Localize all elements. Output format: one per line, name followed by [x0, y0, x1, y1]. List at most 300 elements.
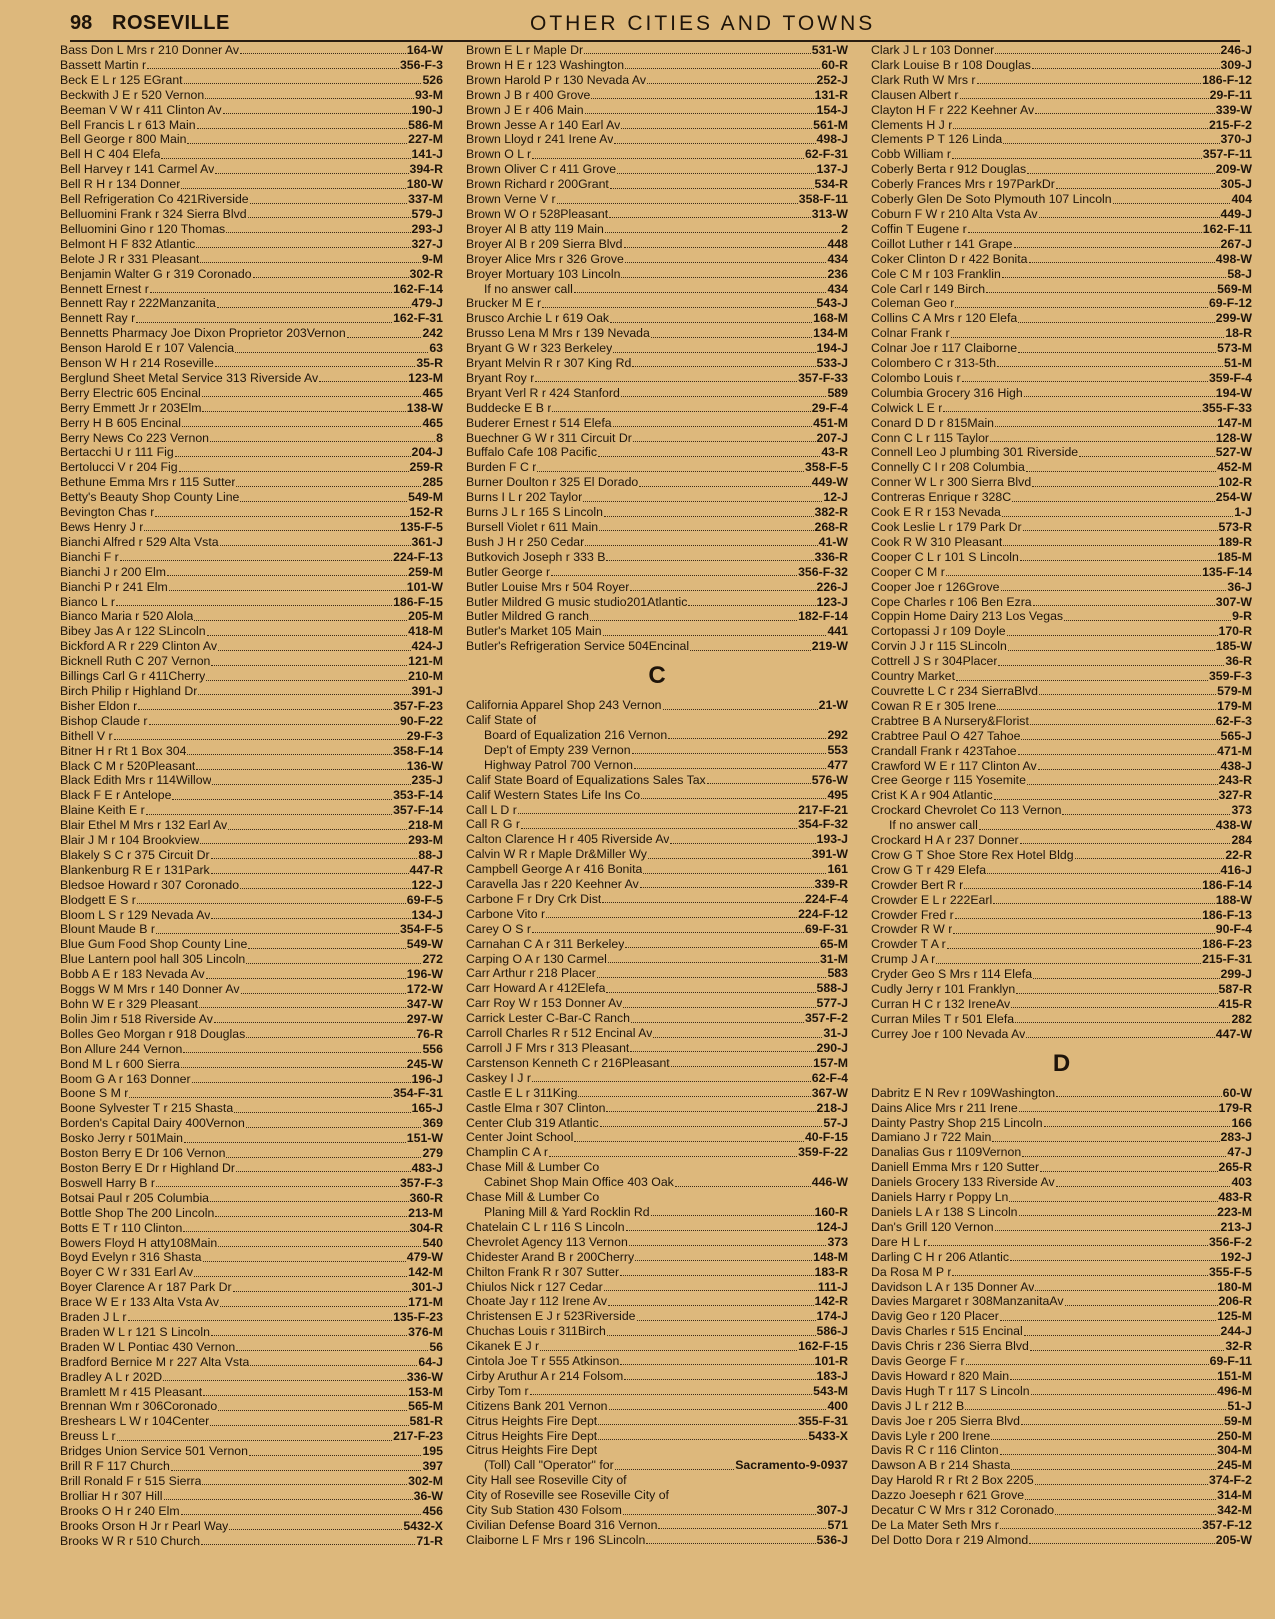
dot-leader [1011, 1006, 1217, 1008]
phone-number: 196-W [406, 967, 443, 982]
listing-row [60, 1221, 443, 1236]
listing-row [466, 892, 848, 907]
listing-name: Brown Jesse A r 140 Earl Av [466, 117, 621, 132]
dot-leader [220, 544, 411, 546]
dot-leader [347, 336, 422, 338]
listing-name: Butler Louise Mrs r 504 Royer [466, 579, 630, 594]
listing-name: Conard D D r 815Main [871, 415, 995, 430]
listing-name: Cooper Joe r 126Grove [871, 579, 1000, 594]
listing-row [466, 1071, 848, 1086]
listing-name: Bisher Eldon r [60, 698, 138, 713]
listing-row [60, 922, 443, 937]
listing-row [871, 1220, 1252, 1235]
phone-number: 128-W [1215, 430, 1252, 445]
dot-leader [532, 1080, 811, 1082]
dot-leader [181, 187, 405, 189]
phone-number: 565-M [408, 1399, 443, 1414]
phone-number: 360-R [409, 1190, 443, 1205]
dot-leader [1018, 753, 1217, 755]
listing-name: Bloom L S r 129 Nevada Av [60, 907, 211, 922]
listing-name: Couvrette L C r 234 SierraBlvd [871, 683, 1038, 698]
listing-row [871, 371, 1252, 386]
listing-name: Crow G T r 429 Elefa [871, 862, 987, 877]
listing-name: Bell R H r 134 Donner [60, 177, 181, 192]
listing-name: Bertolucci V r 204 Fig [60, 460, 178, 475]
phone-number: 236 [827, 266, 848, 281]
phone-number: 32-R [1225, 1339, 1252, 1354]
dot-leader [241, 992, 406, 994]
phone-number: 5433-X [808, 1428, 848, 1443]
listing-name: Chatelain C L r 116 S Lincoln [466, 1219, 625, 1234]
listing-row [60, 1191, 443, 1206]
listing-row [466, 490, 848, 505]
listing-name: Broyer Mortuary 103 Lincoln [466, 266, 621, 281]
listing-row [466, 311, 848, 326]
listing-name: Crow G T Shoe Store Rex Hotel Bldg [871, 847, 1074, 862]
listing-row [60, 1504, 443, 1519]
listing-row [60, 1459, 443, 1474]
phone-number: 305-J [1220, 177, 1252, 192]
listing-row [466, 401, 848, 416]
listing-row [466, 535, 848, 550]
dot-leader [658, 1527, 826, 1529]
phone-number: 43-R [821, 445, 848, 460]
phone-number: 172-W [406, 982, 443, 997]
listing-row [60, 520, 443, 535]
listing-name: Dainty Pastry Shop 215 Lincoln [871, 1115, 1043, 1130]
listing-row [60, 118, 443, 133]
listing-name: Decatur C W Mrs r 312 Coronado [871, 1503, 1055, 1518]
listing-name: Brown E L r Maple Dr [466, 43, 584, 57]
listing-row [871, 878, 1252, 893]
page-header [70, 10, 1240, 42]
listing-row [60, 937, 443, 952]
listing-name: Cope Charles r 106 Ben Ezra [871, 594, 1032, 609]
dot-leader [192, 1081, 411, 1083]
dot-leader [1033, 977, 1219, 979]
listing-name: Bassett Martin r [60, 57, 147, 72]
dot-leader [621, 127, 812, 129]
dot-leader [1000, 1527, 1201, 1529]
dot-leader [953, 127, 1208, 129]
phone-number: 218-M [408, 818, 443, 833]
phone-number: 245-M [1217, 1458, 1252, 1473]
dot-leader [129, 1096, 392, 1098]
dot-leader [117, 1439, 393, 1441]
phone-number: 309-J [1220, 57, 1252, 72]
dot-leader [997, 365, 1223, 367]
listing-name: Cirby Aruthur A r 214 Folsom [466, 1368, 624, 1383]
dot-leader [211, 664, 407, 666]
dot-leader [633, 440, 816, 442]
phone-number: 479-J [411, 296, 443, 311]
phone-number: 356-F-32 [798, 564, 848, 579]
phone-number: 272 [422, 952, 443, 967]
listing-name: Connell Leo J plumbing 301 Riverside [871, 445, 1079, 460]
phone-number: 441 [827, 624, 848, 639]
letter-heading: D [1052, 1049, 1071, 1077]
phone-number: 205-M [408, 609, 443, 624]
listing-row [60, 177, 443, 192]
listing-name: Buderer Ernest r 514 Elefa [466, 415, 612, 430]
dot-leader [632, 752, 827, 754]
listing-row [871, 311, 1252, 326]
phone-number: 404 [1231, 192, 1252, 207]
dot-leader [631, 1021, 804, 1023]
listing-name: Birch Philip r Highland Dr [60, 683, 198, 698]
listing-name: Bews Henry J r [60, 520, 144, 534]
dot-leader [993, 902, 1215, 904]
listing-name: Berry Electric 605 Encinal [60, 385, 201, 400]
listing-row [60, 147, 443, 162]
listing-name: Bolles Geo Morgan r 918 Douglas [60, 1026, 246, 1041]
listing-row [871, 654, 1252, 669]
listing-name: Bryant Melvin R r 307 King Rd [466, 356, 632, 371]
listing-row [466, 595, 848, 610]
dot-leader [246, 1036, 415, 1038]
listing-name: Civilian Defense Board 316 Vernon [466, 1518, 658, 1532]
listing-name: Bramlett M r 415 Pleasant [60, 1384, 203, 1399]
phone-number: 243-R [1218, 773, 1252, 788]
dot-leader [218, 1409, 407, 1411]
listing-name: Blue Lantern pool hall 305 Lincoln [60, 952, 246, 967]
listing-row [871, 1160, 1252, 1175]
phone-number: 369 [422, 1116, 443, 1131]
listing-name: Botsai Paul r 205 Columbia [60, 1190, 210, 1205]
listing-name: Benjamin Walter G r 319 Coronado [60, 266, 252, 281]
listing-row [466, 788, 848, 803]
listing-name: Chevrolet Agency 113 Vernon [466, 1234, 628, 1249]
phone-number: 304-R [409, 1220, 443, 1235]
dot-leader [617, 172, 815, 174]
phone-number: 29-F-4 [811, 400, 848, 415]
dot-leader [214, 1021, 406, 1023]
phone-number: 210-M [408, 669, 443, 684]
phone-number: 170-R [1218, 624, 1252, 639]
listing-row [871, 729, 1252, 744]
phone-number: 185-W [1215, 639, 1252, 654]
listing-name: Coberly Berta r 912 Douglas [871, 162, 1027, 177]
listing-name: Bush J H r 250 Cedar [466, 534, 585, 549]
phone-number: 588-J [816, 981, 848, 996]
phone-number: 111-J [817, 1279, 848, 1294]
listing-name: Bell Francis L r 613 Main [60, 117, 196, 132]
dot-leader [991, 1438, 1216, 1440]
dot-leader [182, 425, 421, 427]
dot-leader [236, 485, 421, 487]
dot-leader [1011, 1468, 1216, 1470]
listing-row [60, 356, 443, 371]
phone-number: 125-M [1217, 1309, 1252, 1324]
dot-leader [1113, 202, 1231, 204]
dot-leader [620, 1274, 813, 1276]
listing-name: Butler George r [466, 564, 551, 579]
phone-number: 531-W [811, 43, 848, 57]
listing-row [871, 833, 1252, 848]
dot-leader [203, 1260, 406, 1262]
phone-number: 5432-X [403, 1518, 443, 1533]
listing-row [60, 878, 443, 893]
listing-name: Crowder Fred r [871, 907, 954, 922]
dot-leader [546, 916, 797, 918]
dot-leader [648, 857, 811, 859]
listing-row [60, 803, 443, 818]
phone-number: 498-J [816, 132, 848, 147]
listing-row [60, 773, 443, 788]
phone-number: 354-F-32 [798, 817, 848, 832]
directory-column-2 [466, 43, 848, 1548]
listing-row [871, 997, 1252, 1012]
phone-number: 301-J [411, 1280, 443, 1295]
dot-leader [169, 589, 406, 591]
listing-row [466, 728, 848, 743]
phone-number: 40-F-15 [804, 1130, 848, 1145]
listing-row [871, 505, 1252, 520]
dot-leader [603, 634, 827, 636]
listing-name: Cabinet Shop Main Office 403 Oak [484, 1175, 674, 1190]
phone-number: 290-J [816, 1041, 848, 1055]
phone-number: 206-R [1218, 1294, 1252, 1309]
phone-number: 394-R [409, 162, 443, 177]
listing-name: Braden J L r [60, 1310, 127, 1325]
listing-row [871, 296, 1252, 311]
dot-leader [1001, 589, 1227, 591]
phone-number: 90-F-4 [1215, 922, 1252, 937]
listing-row [60, 1027, 443, 1042]
listing-row [60, 1236, 443, 1251]
listing-name: Da Rosa M P r [871, 1264, 952, 1279]
dot-leader [968, 231, 1202, 233]
listing-row [871, 1458, 1252, 1473]
dot-leader [630, 1050, 815, 1052]
phone-number: 456 [422, 1503, 443, 1518]
listing-row [60, 1265, 443, 1280]
listing-row [871, 356, 1252, 371]
phone-number: 148-M [813, 1249, 848, 1264]
phone-number: 400 [827, 1398, 848, 1413]
dot-leader [253, 276, 409, 278]
phone-number: 166 [1231, 1115, 1252, 1130]
listing-name: Bridges Union Service 501 Vernon [60, 1444, 248, 1459]
listing-name: Black C M r 520Pleasant [60, 758, 196, 773]
phone-number: 265-R [1218, 1160, 1252, 1175]
listing-row [871, 416, 1252, 431]
listing-row [60, 535, 443, 550]
dot-leader [640, 886, 814, 888]
listing-name: Daniell Emma Mrs r 120 Sutter [871, 1160, 1040, 1175]
listing-name: City Hall see Roseville City of [466, 1473, 627, 1488]
listing-name: Boston Berry E Dr 106 Vernon [60, 1146, 226, 1161]
listing-name: Betty's Beauty Shop County Line [60, 490, 240, 505]
phone-number: 160-R [814, 1204, 848, 1219]
dot-leader [606, 1110, 815, 1112]
listing-row [60, 1295, 443, 1310]
listing-row [466, 118, 848, 133]
phone-number: 162-F-15 [798, 1339, 848, 1354]
listing-name: Caskey I J r [466, 1070, 531, 1085]
listing-row [466, 222, 848, 237]
listing-row [466, 1041, 848, 1056]
listing-name: Dawson A B r 214 Shasta [871, 1458, 1011, 1473]
listing-name: Crandall Frank r 423Tahoe [871, 743, 1017, 758]
phone-number: 356-F-2 [1208, 1234, 1252, 1249]
phone-number: 357-F-33 [798, 370, 848, 385]
listing-name: Bennetts Pharmacy Joe Dixon Proprietor 203Vernon [60, 326, 346, 341]
dot-leader [236, 1349, 428, 1351]
dot-leader [128, 1319, 393, 1321]
dot-leader [1009, 1200, 1217, 1202]
dot-leader [585, 544, 817, 546]
listing-name: Bryant Roy r [466, 370, 535, 385]
listing-row [871, 908, 1252, 923]
dot-leader [979, 828, 1215, 830]
listing-name: Carbone Vito r [466, 906, 546, 921]
dot-leader [953, 932, 1214, 934]
dot-leader [928, 1244, 1208, 1246]
listing-row [871, 1488, 1252, 1503]
dot-leader [1056, 1185, 1231, 1187]
listing-row [871, 1130, 1252, 1145]
listing-row [466, 386, 848, 401]
dot-leader [248, 216, 411, 218]
listing-name: Daniels Harry r Poppy Ln [871, 1190, 1009, 1205]
phone-number: 209-W [1215, 162, 1252, 177]
listing-row [871, 147, 1252, 162]
listing-row [871, 431, 1252, 446]
dot-leader [1019, 1214, 1217, 1216]
listing-name: Belluomini Frank r 324 Sierra Blvd [60, 206, 247, 221]
listing-name: Bradley A L r 202D [60, 1369, 163, 1384]
phone-number: 576-W [811, 772, 848, 787]
phone-number: 581-R [409, 1414, 443, 1429]
listing-name: Connelly C I r 208 Columbia [871, 460, 1025, 475]
dot-leader [1022, 1155, 1226, 1157]
listing-name: Brooks W R r 510 Church [60, 1533, 201, 1548]
dot-leader [639, 485, 811, 487]
dot-leader [181, 1066, 406, 1068]
phone-number: 583 [827, 966, 848, 981]
dot-leader [220, 1305, 407, 1307]
listing-name: Crawford W E r 117 Clinton Av [871, 758, 1037, 773]
phone-number: 496-M [1217, 1383, 1252, 1398]
listing-row [466, 713, 848, 728]
listing-row [60, 893, 443, 908]
listing-row [466, 1205, 848, 1220]
listing-row [871, 982, 1252, 997]
listing-row [871, 863, 1252, 878]
listing-name: Castle Elma r 307 Clinton [466, 1100, 606, 1115]
dot-leader [211, 857, 418, 859]
listing-name: Cottrell J S r 304Placer [871, 654, 998, 669]
dot-leader [1031, 1393, 1217, 1395]
listing-row [871, 1250, 1252, 1265]
dot-leader [156, 1185, 399, 1187]
phone-number: 182-F-14 [798, 609, 848, 624]
listing-name: Claiborne L F Mrs r 196 SLincoln [466, 1532, 646, 1547]
listing-row [60, 1057, 443, 1072]
listing-row [871, 1280, 1252, 1295]
listing-row [871, 1205, 1252, 1220]
listing-name: Cudly Jerry r 101 Franklyn [871, 982, 1016, 997]
listing-name: Coffin T Eugene r [871, 221, 967, 236]
listing-name: Belote J R r 331 Pleasant [60, 251, 200, 266]
phone-number: 62-F-3 [1215, 713, 1252, 728]
listing-name: Brennan Wm r 306Coronado [60, 1399, 218, 1414]
listing-row [60, 550, 443, 565]
phone-number: 213-M [408, 1205, 443, 1220]
listing-row [466, 475, 848, 490]
phone-number: 339-W [1215, 102, 1252, 117]
phone-number: 12-J [823, 490, 848, 505]
listing-row [466, 877, 848, 892]
listing-name: Bithell V r [60, 728, 113, 743]
phone-number: 347-W [406, 997, 443, 1011]
letter-heading: C [648, 662, 666, 690]
listing-row [60, 1519, 443, 1534]
listing-name: Bennett Ray r [60, 311, 136, 326]
listing-name: Daniels L A r 138 S Lincoln [871, 1204, 1018, 1219]
listing-name: Bertacchi U r 111 Fig [60, 445, 174, 460]
listing-name: Crabtree B A Nursery&Florist [871, 713, 1029, 728]
dot-leader [194, 1275, 407, 1277]
listing-name: Clayton H F r 222 Keehner Av [871, 102, 1035, 117]
dot-leader [605, 231, 840, 233]
listing-name: Bryant G W r 323 Berkeley [466, 341, 613, 356]
listing-row [60, 1325, 443, 1340]
listing-row [466, 177, 848, 192]
dot-leader [624, 1378, 815, 1380]
listing-name: Citrus Heights Fire Dept [466, 1443, 598, 1458]
phone-number: 164-W [406, 43, 443, 57]
dot-leader [175, 455, 411, 457]
listing-row [466, 937, 848, 952]
listing-row [60, 416, 443, 431]
listing-row [60, 282, 443, 297]
listing-row [466, 282, 848, 297]
phone-number: 217-F-21 [798, 802, 848, 817]
listing-row [871, 952, 1252, 967]
listing-row [60, 237, 443, 252]
dot-leader [521, 827, 797, 829]
phone-number: 153-M [408, 1384, 443, 1399]
listing-name: Dains Alice Mrs r 211 Irene [871, 1100, 1018, 1115]
phone-number: 58-J [1227, 266, 1252, 281]
listing-row [871, 922, 1252, 937]
listing-row [466, 1175, 848, 1190]
phone-number: 293-J [411, 221, 443, 236]
phone-number: 283-J [1220, 1130, 1252, 1145]
listing-row [60, 1534, 443, 1549]
phone-number: 190-J [411, 102, 443, 117]
dot-leader [1024, 395, 1215, 397]
listing-row [60, 445, 443, 460]
listing-name: Benson W H r 214 Roseville [60, 356, 214, 371]
dot-leader [614, 142, 815, 144]
phone-number: 36-W [413, 1488, 443, 1503]
phone-number: 134-M [813, 326, 848, 341]
dot-leader [518, 812, 797, 814]
phone-number: 543-M [813, 1383, 848, 1398]
dot-leader [234, 1111, 410, 1113]
phone-number: 307-W [1215, 594, 1252, 609]
listing-name: Cole Carl r 149 Birch [871, 281, 986, 296]
phone-number: 354-F-5 [399, 922, 443, 937]
listing-name: Bobb A E r 183 Nevada Av [60, 967, 205, 982]
listing-name: City Sub Station 430 Folsom [466, 1503, 622, 1518]
phone-number: 226-J [816, 579, 848, 594]
phone-number: 355-F-5 [1208, 1264, 1252, 1279]
phone-number: 101-R [814, 1354, 848, 1369]
